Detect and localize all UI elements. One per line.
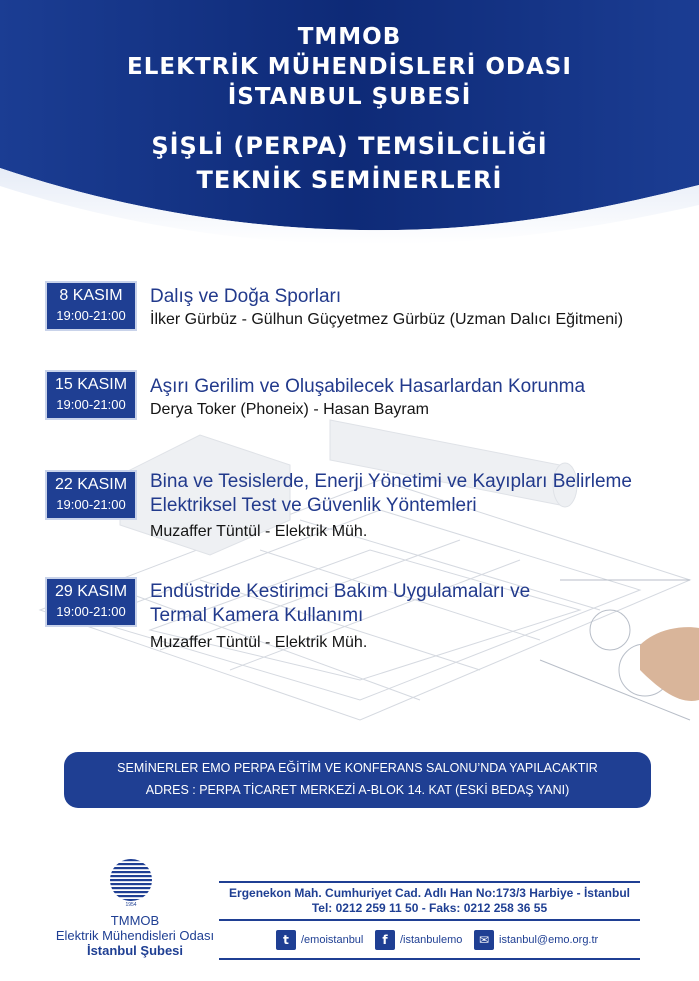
seminar-date-box (45, 370, 137, 420)
seminar-title-line: Termal Kamera Kullanımı (150, 605, 364, 626)
email-address: istanbul@emo.org.tr (499, 934, 599, 946)
facebook-icon: f (375, 930, 395, 950)
seminar-date: 8 KASIM (59, 287, 123, 304)
divider (219, 958, 640, 960)
email-icon: ✉ (474, 930, 494, 950)
page-title: TEKNİK SEMİNERLERİ (196, 166, 503, 194)
divider (219, 881, 640, 883)
seminar-speaker: Muzaffer Tüntül - Elektrik Müh. (150, 634, 368, 651)
seminar-time: 19:00-21:00 (56, 397, 126, 412)
twitter-link[interactable] (276, 929, 363, 951)
seminar-date: 22 KASIM (54, 476, 128, 493)
seminar-title (150, 375, 690, 399)
logo-year: 1954 (125, 902, 137, 908)
facebook-link[interactable] (375, 929, 462, 951)
divider (219, 919, 640, 921)
seminar-date: 15 KASIM (54, 376, 128, 393)
seminar-speaker: İlker Gürbüz - Gülhun Güçyetmez Gürbüz (Uzman Dalıcı Eğitmeni) (150, 311, 624, 328)
seminar-time: 19:00-21:00 (56, 497, 126, 512)
seminar-title-line: Bina ve Tesislerde, Enerji Yönetimi ve Kayıpları Belirleme (150, 471, 632, 492)
seminar-title-line: Elektriksel Test ve Güvenlik Yöntemleri (150, 495, 477, 516)
seminar-speaker: Derya Toker (Phoneix) - Hasan Bayram (150, 401, 429, 418)
seminar-title-line: Dalış ve Doğa Sporları (150, 286, 342, 307)
header-chamber: ELEKTRİK MÜHENDİSLERİ ODASI (127, 54, 572, 80)
seminar-date-box (45, 577, 137, 627)
seminar-date: 29 KASIM (54, 583, 128, 600)
footer-org-name: TMMOB (110, 913, 160, 928)
seminar-title-line: Endüstride Kestirimci Bakım Uygulamaları ve (150, 581, 531, 602)
footer-phone: Tel: 0212 259 11 50 - Faks: 0212 258 36 55 (311, 901, 548, 915)
seminar-title (150, 285, 690, 309)
seminar-time: 19:00-21:00 (56, 604, 126, 619)
venue-banner (64, 752, 651, 808)
twitter-icon: t (276, 930, 296, 950)
seminar-title (150, 580, 690, 628)
twitter-handle: /emoistanbul (301, 934, 364, 946)
venue-text: SEMİNERLER EMO PERPA EĞİTİM VE KONFERANS SALONU’NDA YAPILACAKTIR (117, 761, 598, 775)
seminar-date-box (45, 470, 137, 520)
footer-branch-name: İstanbul Şubesi (86, 943, 184, 958)
seminar-title (150, 470, 690, 518)
seminar-title-line: Aşırı Gerilim ve Oluşabilecek Hasarlardan Korunma (150, 376, 586, 397)
footer-chamber-name: Elektrik Mühendisleri Odası (55, 928, 215, 943)
address-text: ADRES : PERPA TİCARET MERKEZİ A-BLOK 14. KAT (ESKİ BEDAŞ YANI) (145, 783, 570, 797)
seminar-speaker: Muzaffer Tüntül - Elektrik Müh. (150, 523, 368, 540)
facebook-handle: /istanbulemo (400, 934, 463, 946)
seminar-time: 19:00-21:00 (56, 308, 126, 323)
footer-address: Ergenekon Mah. Cumhuriyet Cad. Adlı Han No:173/3 Harbiye - İstanbul (229, 886, 630, 900)
header-branch: İSTANBUL ŞUBESİ (227, 84, 472, 110)
header-org: TMMOB (297, 24, 402, 50)
header-office: ŞİŞLİ (PERPA) TEMSİLCİLİĞİ (151, 132, 548, 160)
seminar-date-box (45, 281, 137, 331)
email-link[interactable] (474, 929, 598, 951)
